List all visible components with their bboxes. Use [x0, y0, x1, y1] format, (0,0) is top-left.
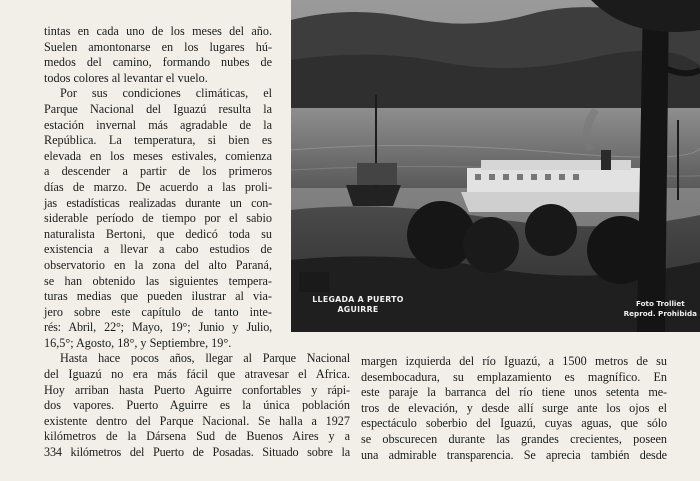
text-line: margen izquierda del río Iguazú, a 1500 metros de su: [361, 354, 667, 368]
text-line: jero sobre este capítulo de tanto inte-: [44, 304, 272, 319]
text-line: kilómetros de la Dársena Sud de Buenos Aires y a: [44, 429, 350, 444]
text-line: 16,5°; Agosto, 18°, y Septiembre, 19°.: [44, 335, 232, 350]
text-line: a descender a partir de los primeros: [44, 164, 272, 179]
text-line: estación invernal más agradable de la: [44, 117, 272, 132]
photo-llegada-puerto-aguirre: [291, 0, 700, 332]
text-line: Suelen amontonarse en los lugares hú-: [44, 39, 272, 54]
photo-caption: [303, 295, 413, 315]
text-line: tros de elevación, y desde allí surge ante los ojos el: [361, 400, 667, 415]
text-line: espectáculo soberbio del Iguazú, cuyas aguas, que sólo: [361, 416, 667, 431]
text-line: 334 kilómetros del Puerto de Posadas. Situado sobre la: [44, 445, 350, 460]
text-line: días de marzo. De acuerdo a las proli-: [44, 179, 272, 194]
left-text-column: [44, 24, 350, 461]
credit-line: Reprod. Prohibida: [623, 309, 697, 318]
text-line: existencia a llevar a cabo estudios de: [44, 242, 272, 257]
text-line: naturalista Bertoni, que dedicó toda su: [44, 226, 272, 241]
text-line: turas medias que pueden ilustrar al via-: [44, 289, 272, 304]
text-line: siderable período de tiempo por el sabio: [44, 211, 272, 226]
text-line: República. La temperatura, si bien es: [44, 133, 272, 148]
text-line: Parque Nacional del Iguazú resulta la: [44, 101, 272, 116]
text-line: Hasta hace pocos años, llegar al Parque Nacional: [60, 351, 350, 366]
caption-line: LLEGADA A PUERTO: [312, 295, 404, 304]
text-line: elevada en los meses estivales, comienza: [44, 148, 272, 163]
text-line: Hoy arriban hasta Puerto Aguirre confortables y rápi-: [44, 382, 350, 397]
caption-line: AGUIRRE: [337, 305, 379, 314]
text-line: tintas en cada uno de los meses del año.: [44, 24, 272, 38]
text-line: este paraje la barranca del río tiene unos setenta me-: [361, 385, 667, 400]
text-line: todos colores al levantar el vuelo.: [44, 70, 208, 85]
text-line: jas estadísticas realizadas durante un con-: [44, 195, 272, 210]
text-line: se han obtenido las siguientes tempera-: [44, 273, 272, 288]
right-text-column: [361, 354, 667, 463]
text-line: del Iguazú no era más fácil que atravesar el Africa.: [44, 367, 350, 382]
text-line: desembocadura, su emplazamiento es magnífico. En: [361, 369, 667, 384]
text-line: se obscurecen durante las grandes crecientes, poseen: [361, 431, 667, 446]
photo-credit: [624, 299, 697, 319]
text-line: Por sus condiciones climáticas, el: [60, 86, 272, 101]
text-line: observatorio en la zona del alto Paraná,: [44, 257, 272, 272]
text-line: rés: Abril, 22°; Mayo, 19°; Junio y Julio,: [44, 320, 272, 335]
text-line: una admirable transparencia. Se aprecia también desde: [361, 447, 667, 462]
text-line: existente dentro del Parque Nacional. Se halla a 1927: [44, 413, 350, 428]
photo-illustration: [291, 0, 700, 332]
credit-line: Foto Trolliet: [635, 299, 685, 308]
text-line: dos vapores. Puerto Aguirre es la única población: [44, 398, 350, 413]
text-line: medos del camino, formando nubes de: [44, 55, 272, 70]
